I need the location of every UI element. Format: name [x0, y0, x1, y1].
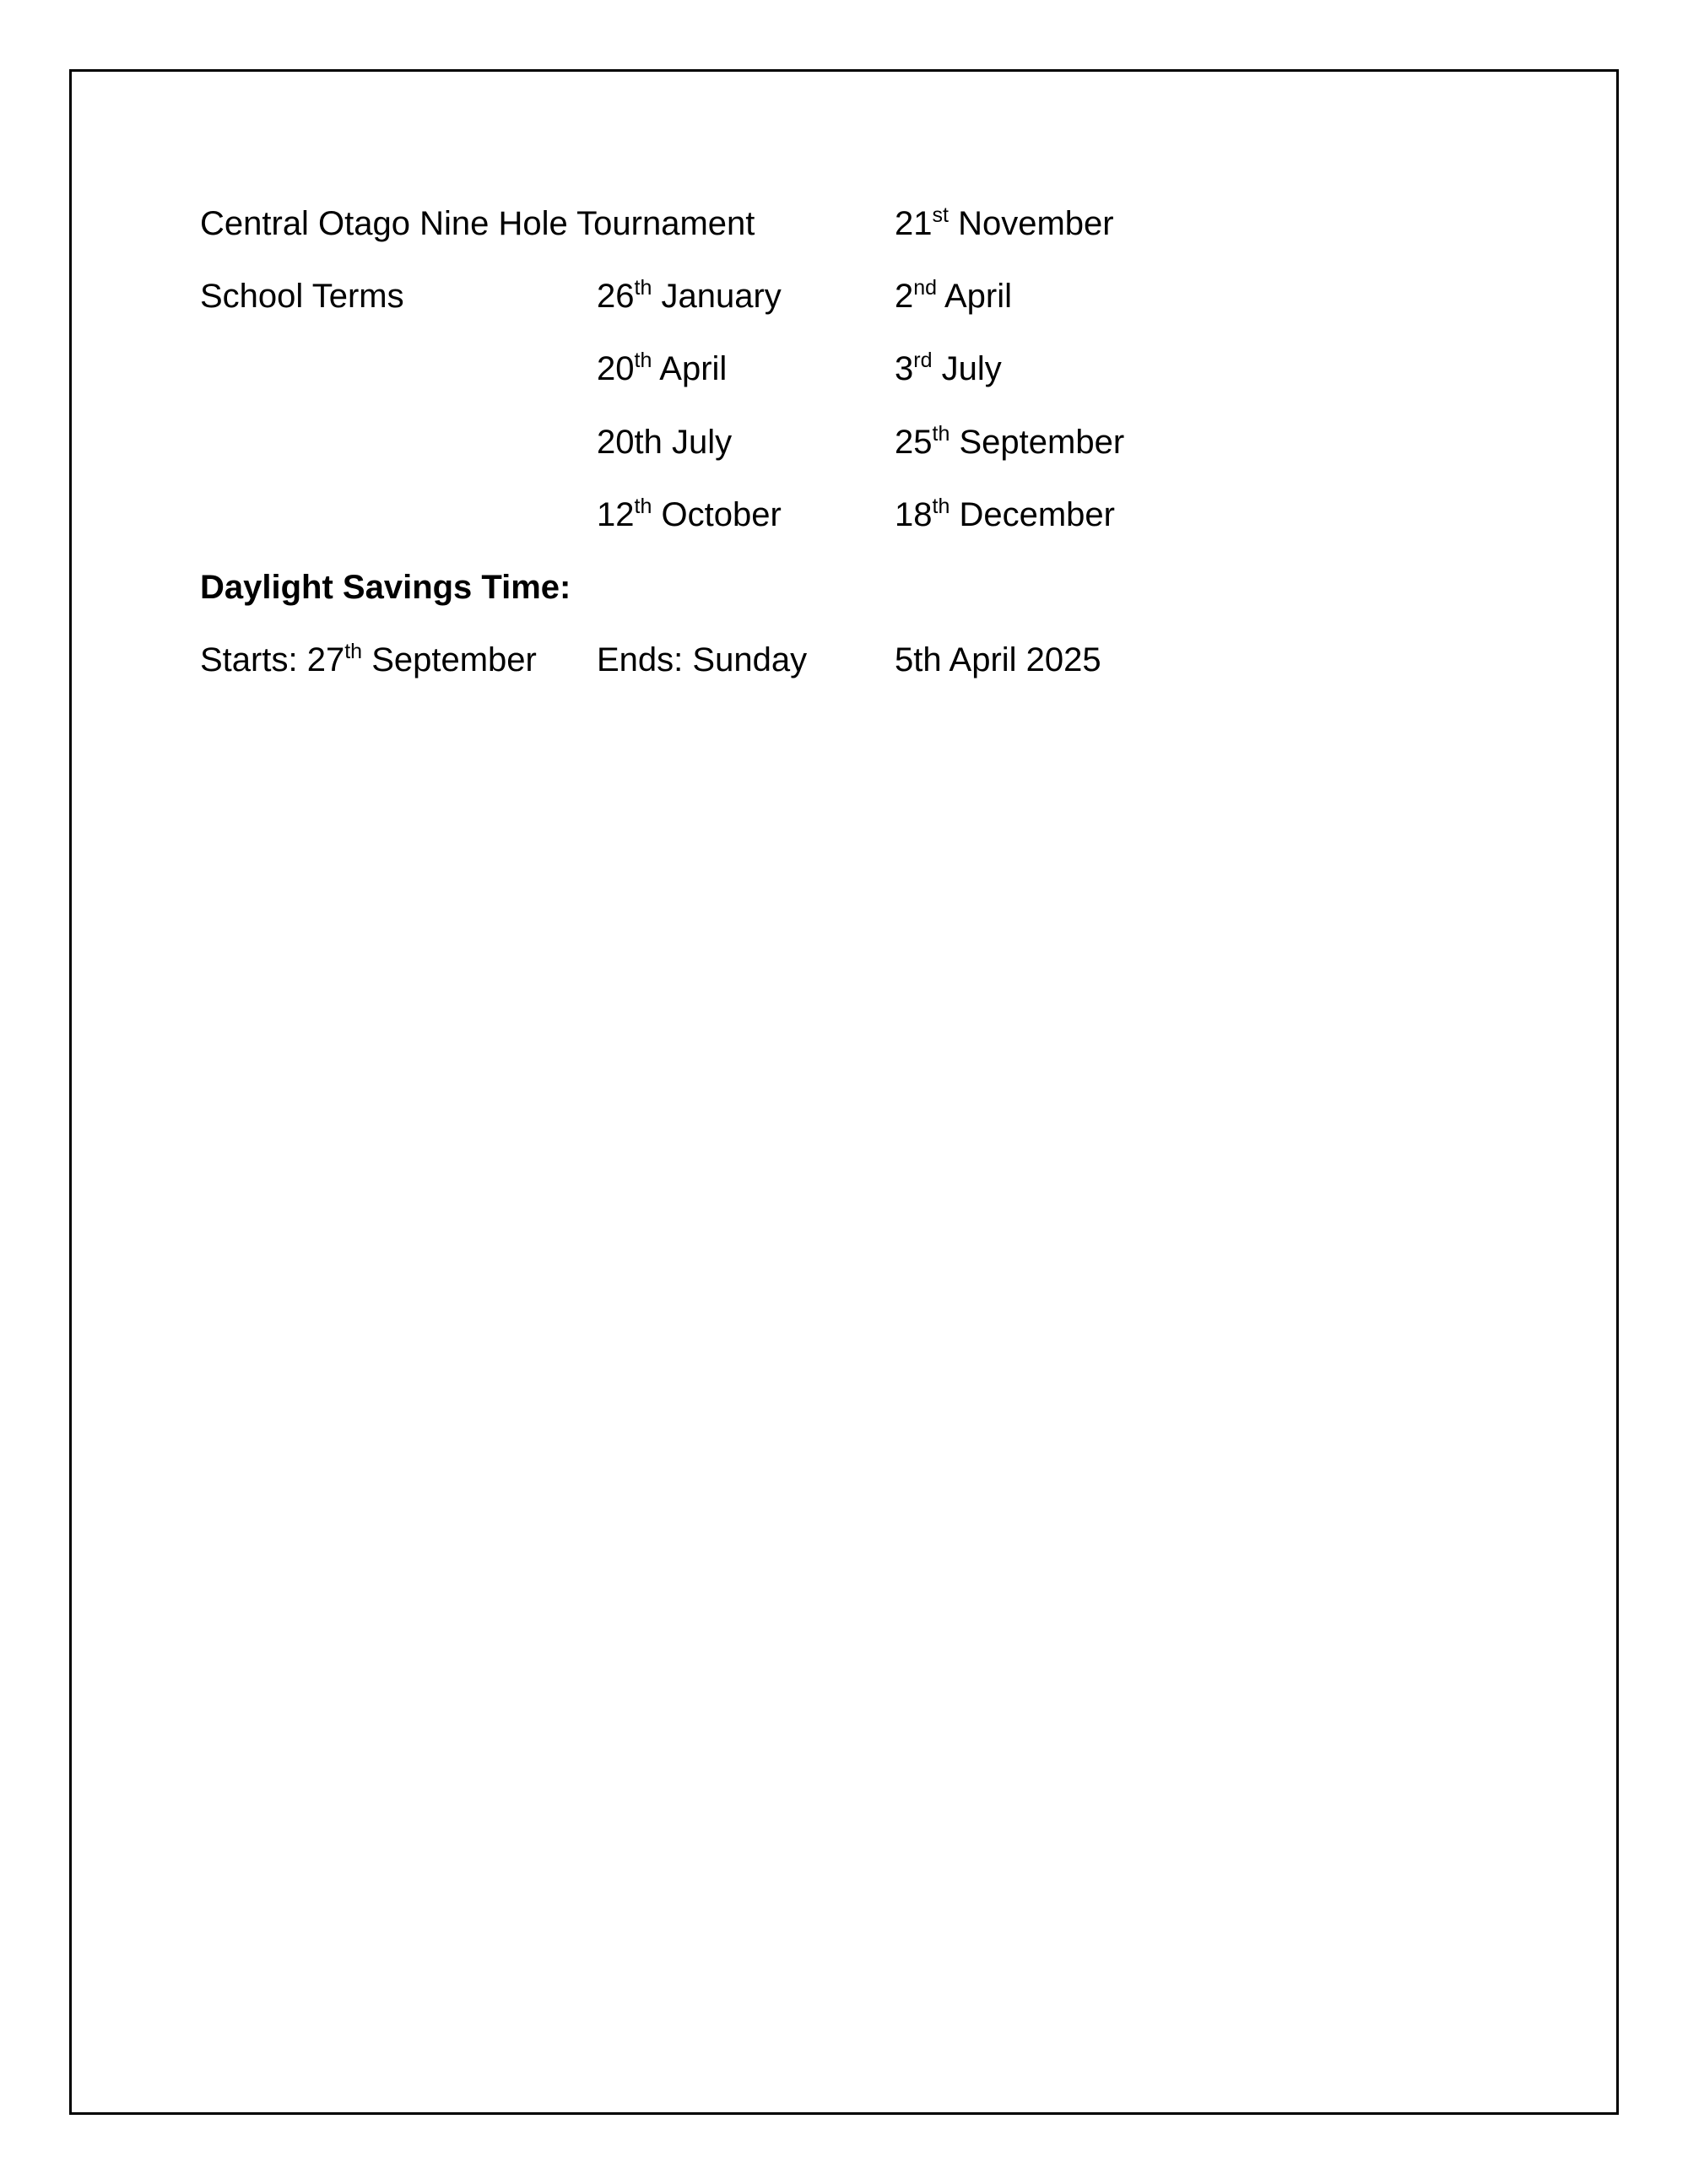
- term-3-start: 20th July: [597, 424, 733, 461]
- page-border: [69, 69, 1619, 2115]
- daylight-savings-heading: Daylight Savings Time:: [200, 569, 571, 606]
- daylight-savings-ends-label: Ends: Sunday: [597, 641, 808, 678]
- term-1-end: 2nd April: [895, 276, 1012, 315]
- term-4-start: 12th October: [597, 495, 782, 533]
- daylight-savings-ends-date: 5th April 2025: [895, 641, 1101, 678]
- tournament-label: Central Otago Nine Hole Tournament: [200, 205, 755, 242]
- term-2-end: 3rd July: [895, 349, 1002, 387]
- term-4-end: 18th December: [895, 495, 1115, 533]
- term-3-end: 25th September: [895, 422, 1125, 461]
- term-1-start: 26th January: [597, 276, 782, 315]
- term-2-start: 20th April: [597, 349, 728, 387]
- daylight-savings-starts: Starts: 27th September: [200, 640, 537, 678]
- school-terms-label: School Terms: [200, 278, 404, 315]
- tournament-date: 21st November: [895, 203, 1114, 242]
